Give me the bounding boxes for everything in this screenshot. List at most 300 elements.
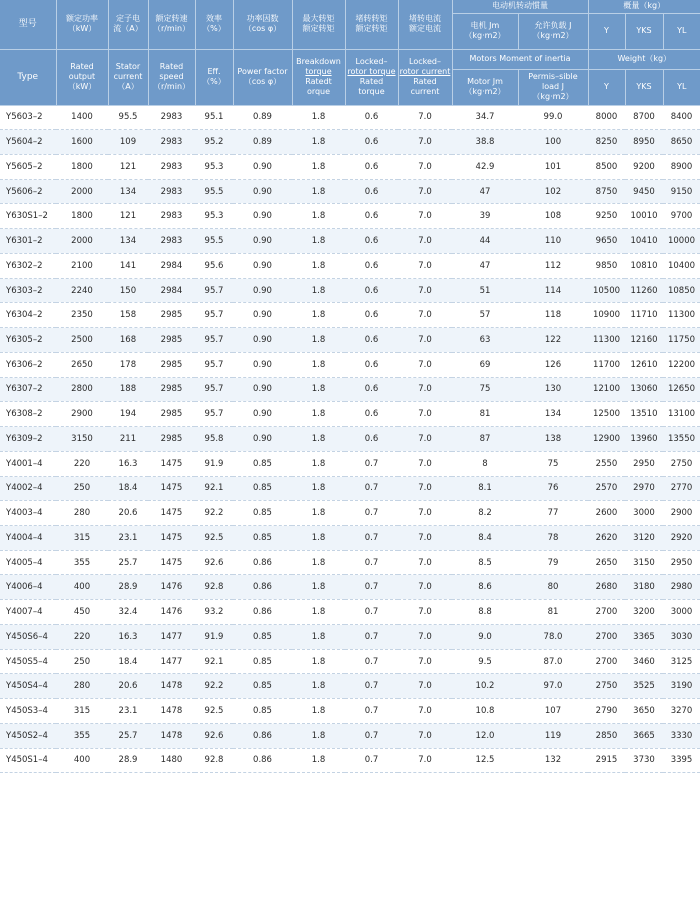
cell-weight-y: 2750: [588, 674, 625, 699]
cell-eff: 95.3: [195, 154, 233, 179]
cell-power-factor: 0.85: [233, 525, 292, 550]
breakdown-mid-label: torque: [305, 67, 332, 76]
header-yl-zh: YL: [663, 13, 700, 49]
cell-permissible-j: 78: [518, 525, 588, 550]
cell-eff: 95.7: [195, 402, 233, 427]
cell-power-factor: 0.90: [233, 278, 292, 303]
cell-permissible-j: 80: [518, 575, 588, 600]
cell-locked-torque: 0.7: [345, 501, 398, 526]
cell-stator-current: 158: [108, 303, 148, 328]
header-moment-group-en: Motors Moment of inertia: [452, 49, 588, 69]
cell-locked-torque: 0.6: [345, 328, 398, 353]
header-locked-current-en: [398, 49, 452, 105]
cell-rated-output: 2650: [56, 352, 108, 377]
cell-locked-torque: 0.6: [345, 130, 398, 155]
cell-rated-speed: 1480: [148, 748, 195, 773]
cell-power-factor: 0.86: [233, 550, 292, 575]
cell-eff: 92.8: [195, 748, 233, 773]
cell-breakdown: 1.8: [292, 179, 345, 204]
cell-breakdown: 1.8: [292, 550, 345, 575]
cell-weight-yl: 11300: [663, 303, 700, 328]
cell-stator-current: 18.4: [108, 649, 148, 674]
header-rated-output-en: Rated output （kW）: [56, 49, 108, 105]
cell-eff: 95.5: [195, 229, 233, 254]
cell-rated-speed: 1475: [148, 501, 195, 526]
cell-permissible-j: 100: [518, 130, 588, 155]
locked-torque-top-label: Locked–: [355, 57, 388, 66]
header-motor-jm-en: Motor Jm （kg·m2）: [452, 69, 518, 105]
cell-type: Y6303–2: [0, 278, 56, 303]
table-header: [0, 0, 700, 105]
cell-type: Y6302–2: [0, 253, 56, 278]
cell-power-factor: 0.90: [233, 402, 292, 427]
cell-stator-current: 18.4: [108, 476, 148, 501]
cell-rated-output: 2100: [56, 253, 108, 278]
cell-weight-y: 9850: [588, 253, 625, 278]
cell-power-factor: 0.86: [233, 748, 292, 773]
cell-eff: 92.5: [195, 699, 233, 724]
cell-rated-speed: 2983: [148, 154, 195, 179]
cell-weight-yks: 9200: [625, 154, 663, 179]
cell-weight-yl: 3030: [663, 624, 700, 649]
cell-stator-current: 32.4: [108, 600, 148, 625]
cell-weight-yl: 12650: [663, 377, 700, 402]
cell-breakdown: 1.8: [292, 501, 345, 526]
header-yl-en: YL: [663, 69, 700, 105]
cell-weight-yl: 8900: [663, 154, 700, 179]
cell-breakdown: 1.8: [292, 229, 345, 254]
cell-weight-y: 8500: [588, 154, 625, 179]
cell-weight-y: 12100: [588, 377, 625, 402]
cell-permissible-j: 122: [518, 328, 588, 353]
cell-motor-jm: 9.0: [452, 624, 518, 649]
cell-locked-torque: 0.7: [345, 550, 398, 575]
cell-power-factor: 0.85: [233, 624, 292, 649]
cell-weight-yl: 2770: [663, 476, 700, 501]
table-row: [0, 624, 700, 649]
table-row: [0, 154, 700, 179]
cell-weight-yks: 3000: [625, 501, 663, 526]
cell-rated-output: 250: [56, 649, 108, 674]
cell-permissible-j: 81: [518, 600, 588, 625]
cell-weight-y: 2915: [588, 748, 625, 773]
cell-type: Y630S1–2: [0, 204, 56, 229]
cell-motor-jm: 87: [452, 427, 518, 452]
cell-stator-current: 141: [108, 253, 148, 278]
cell-rated-speed: 2985: [148, 328, 195, 353]
cell-weight-y: 2600: [588, 501, 625, 526]
cell-permissible-j: 77: [518, 501, 588, 526]
cell-rated-output: 315: [56, 699, 108, 724]
table-body: [0, 105, 700, 773]
cell-rated-output: 280: [56, 674, 108, 699]
cell-weight-yks: 3650: [625, 699, 663, 724]
header-eff-en: Eff. （%）: [195, 49, 233, 105]
cell-weight-yks: 8950: [625, 130, 663, 155]
cell-permissible-j: 107: [518, 699, 588, 724]
cell-stator-current: 28.9: [108, 748, 148, 773]
cell-rated-output: 1400: [56, 105, 108, 130]
cell-locked-current: 7.0: [398, 674, 452, 699]
cell-stator-current: 150: [108, 278, 148, 303]
cell-breakdown: 1.8: [292, 699, 345, 724]
cell-motor-jm: 75: [452, 377, 518, 402]
cell-weight-yl: 2900: [663, 501, 700, 526]
cell-power-factor: 0.86: [233, 600, 292, 625]
header-eff-zh: 效率 （%）: [195, 0, 233, 49]
cell-weight-yks: 13960: [625, 427, 663, 452]
cell-weight-yks: 2970: [625, 476, 663, 501]
cell-weight-yl: 11750: [663, 328, 700, 353]
cell-permissible-j: 101: [518, 154, 588, 179]
cell-permissible-j: 134: [518, 402, 588, 427]
cell-rated-speed: 2985: [148, 402, 195, 427]
header-type-en: Type: [0, 49, 56, 105]
header-type-zh: 型号: [0, 0, 56, 49]
cell-permissible-j: 132: [518, 748, 588, 773]
table-row: [0, 402, 700, 427]
cell-locked-current: 7.0: [398, 723, 452, 748]
cell-motor-jm: 34.7: [452, 105, 518, 130]
cell-weight-yks: 3730: [625, 748, 663, 773]
cell-weight-yks: 13060: [625, 377, 663, 402]
header-power-factor-en: Power factor （cos φ）: [233, 49, 292, 105]
cell-rated-speed: 2985: [148, 377, 195, 402]
cell-locked-torque: 0.6: [345, 253, 398, 278]
table-row: [0, 525, 700, 550]
cell-weight-yks: 2950: [625, 451, 663, 476]
cell-eff: 92.1: [195, 649, 233, 674]
cell-motor-jm: 39: [452, 204, 518, 229]
cell-rated-speed: 1477: [148, 649, 195, 674]
cell-type: Y6306–2: [0, 352, 56, 377]
cell-eff: 95.7: [195, 352, 233, 377]
cell-stator-current: 168: [108, 328, 148, 353]
cell-locked-current: 7.0: [398, 105, 452, 130]
cell-breakdown: 1.8: [292, 600, 345, 625]
cell-power-factor: 0.86: [233, 575, 292, 600]
cell-rated-speed: 1475: [148, 476, 195, 501]
cell-weight-y: 2850: [588, 723, 625, 748]
table-row: [0, 105, 700, 130]
locked-current-bottom-label: Rated current: [410, 77, 440, 96]
cell-type: Y450S2–4: [0, 723, 56, 748]
cell-power-factor: 0.89: [233, 105, 292, 130]
cell-locked-current: 7.0: [398, 748, 452, 773]
cell-breakdown: 1.8: [292, 427, 345, 452]
table-row: [0, 377, 700, 402]
cell-stator-current: 121: [108, 204, 148, 229]
cell-rated-speed: 2983: [148, 130, 195, 155]
header-yks-zh: YKS: [625, 13, 663, 49]
cell-permissible-j: 114: [518, 278, 588, 303]
header-y-zh: Y: [588, 13, 625, 49]
cell-motor-jm: 8.8: [452, 600, 518, 625]
cell-weight-yl: 3190: [663, 674, 700, 699]
cell-power-factor: 0.85: [233, 674, 292, 699]
cell-rated-speed: 2983: [148, 229, 195, 254]
cell-stator-current: 16.3: [108, 451, 148, 476]
cell-locked-torque: 0.6: [345, 154, 398, 179]
cell-locked-current: 7.0: [398, 154, 452, 179]
cell-motor-jm: 10.2: [452, 674, 518, 699]
cell-weight-y: 10500: [588, 278, 625, 303]
cell-eff: 92.5: [195, 525, 233, 550]
cell-rated-speed: 1476: [148, 600, 195, 625]
cell-stator-current: 28.9: [108, 575, 148, 600]
cell-weight-yl: 13100: [663, 402, 700, 427]
cell-motor-jm: 47: [452, 253, 518, 278]
cell-eff: 95.1: [195, 105, 233, 130]
cell-rated-output: 400: [56, 575, 108, 600]
cell-stator-current: 134: [108, 229, 148, 254]
cell-permissible-j: 138: [518, 427, 588, 452]
cell-weight-yl: 13550: [663, 427, 700, 452]
cell-stator-current: 211: [108, 427, 148, 452]
cell-permissible-j: 97.0: [518, 674, 588, 699]
cell-stator-current: 20.6: [108, 674, 148, 699]
cell-motor-jm: 47: [452, 179, 518, 204]
cell-stator-current: 134: [108, 179, 148, 204]
cell-weight-yl: 3330: [663, 723, 700, 748]
cell-weight-yl: 2920: [663, 525, 700, 550]
cell-weight-yks: 12160: [625, 328, 663, 353]
header-moment-group-zh: 电动机转动惯量: [452, 0, 588, 13]
cell-breakdown: 1.8: [292, 377, 345, 402]
cell-rated-speed: 2985: [148, 303, 195, 328]
cell-power-factor: 0.90: [233, 229, 292, 254]
cell-eff: 95.8: [195, 427, 233, 452]
cell-motor-jm: 44: [452, 229, 518, 254]
cell-power-factor: 0.90: [233, 204, 292, 229]
cell-stator-current: 178: [108, 352, 148, 377]
cell-motor-jm: 38.8: [452, 130, 518, 155]
cell-stator-current: 95.5: [108, 105, 148, 130]
cell-weight-y: 2700: [588, 649, 625, 674]
cell-locked-torque: 0.7: [345, 575, 398, 600]
cell-locked-torque: 0.7: [345, 624, 398, 649]
header-stator-current-en: Stator current （A）: [108, 49, 148, 105]
cell-type: Y5603–2: [0, 105, 56, 130]
cell-locked-torque: 0.6: [345, 229, 398, 254]
cell-breakdown: 1.8: [292, 154, 345, 179]
header-weight-group-zh: 概量（kg）: [588, 0, 700, 13]
cell-locked-torque: 0.7: [345, 600, 398, 625]
cell-eff: 95.2: [195, 130, 233, 155]
cell-breakdown: 1.8: [292, 352, 345, 377]
cell-motor-jm: 12.5: [452, 748, 518, 773]
cell-locked-torque: 0.7: [345, 476, 398, 501]
cell-rated-output: 450: [56, 600, 108, 625]
header-rated-speed-en: Rated speed （r/min）: [148, 49, 195, 105]
cell-weight-yl: 3125: [663, 649, 700, 674]
cell-rated-output: 2350: [56, 303, 108, 328]
cell-locked-current: 7.0: [398, 303, 452, 328]
cell-eff: 95.7: [195, 303, 233, 328]
cell-weight-y: 11700: [588, 352, 625, 377]
cell-rated-output: 1800: [56, 204, 108, 229]
table-row: [0, 723, 700, 748]
cell-weight-y: 2570: [588, 476, 625, 501]
table-row: [0, 674, 700, 699]
cell-weight-yks: 11260: [625, 278, 663, 303]
cell-type: Y4002–4: [0, 476, 56, 501]
table-row: [0, 451, 700, 476]
cell-rated-speed: 2985: [148, 427, 195, 452]
cell-type: Y450S5–4: [0, 649, 56, 674]
header-locked-current-zh: 堵转电流 额定电流: [398, 0, 452, 49]
cell-breakdown: 1.8: [292, 748, 345, 773]
cell-locked-current: 7.0: [398, 130, 452, 155]
cell-locked-current: 7.0: [398, 575, 452, 600]
table-row: [0, 278, 700, 303]
cell-rated-output: 2800: [56, 377, 108, 402]
cell-type: Y4004–4: [0, 525, 56, 550]
cell-locked-torque: 0.6: [345, 278, 398, 303]
header-breakdown-zh: 最大转矩 额定转矩: [292, 0, 345, 49]
cell-eff: 95.5: [195, 179, 233, 204]
cell-breakdown: 1.8: [292, 204, 345, 229]
cell-breakdown: 1.8: [292, 575, 345, 600]
cell-type: Y450S1–4: [0, 748, 56, 773]
cell-eff: 92.2: [195, 501, 233, 526]
cell-rated-speed: 2983: [148, 204, 195, 229]
cell-eff: 92.8: [195, 575, 233, 600]
cell-stator-current: 121: [108, 154, 148, 179]
cell-rated-speed: 1478: [148, 723, 195, 748]
cell-motor-jm: 12.0: [452, 723, 518, 748]
cell-motor-jm: 8.6: [452, 575, 518, 600]
cell-weight-y: 10900: [588, 303, 625, 328]
cell-weight-y: 8000: [588, 105, 625, 130]
cell-motor-jm: 8.1: [452, 476, 518, 501]
cell-weight-y: 9250: [588, 204, 625, 229]
breakdown-bottom-label: Ratedt orque: [305, 77, 332, 96]
cell-weight-y: 12500: [588, 402, 625, 427]
cell-stator-current: 23.1: [108, 525, 148, 550]
cell-weight-yks: 11710: [625, 303, 663, 328]
cell-locked-current: 7.0: [398, 328, 452, 353]
cell-weight-yks: 3120: [625, 525, 663, 550]
cell-weight-yl: 3395: [663, 748, 700, 773]
cell-rated-speed: 1478: [148, 699, 195, 724]
cell-weight-yl: 10850: [663, 278, 700, 303]
cell-power-factor: 0.85: [233, 501, 292, 526]
cell-weight-yks: 3200: [625, 600, 663, 625]
cell-eff: 95.7: [195, 278, 233, 303]
cell-rated-speed: 1477: [148, 624, 195, 649]
cell-rated-output: 220: [56, 451, 108, 476]
cell-motor-jm: 63: [452, 328, 518, 353]
cell-power-factor: 0.85: [233, 649, 292, 674]
cell-permissible-j: 108: [518, 204, 588, 229]
cell-locked-current: 7.0: [398, 525, 452, 550]
cell-locked-current: 7.0: [398, 352, 452, 377]
header-y-en: Y: [588, 69, 625, 105]
cell-weight-yks: 13510: [625, 402, 663, 427]
table-row: [0, 550, 700, 575]
cell-breakdown: 1.8: [292, 253, 345, 278]
cell-stator-current: 16.3: [108, 624, 148, 649]
cell-type: Y4006–4: [0, 575, 56, 600]
table-row: [0, 501, 700, 526]
cell-type: Y450S4–4: [0, 674, 56, 699]
cell-stator-current: 25.7: [108, 550, 148, 575]
cell-breakdown: 1.8: [292, 278, 345, 303]
cell-breakdown: 1.8: [292, 328, 345, 353]
table-row: [0, 179, 700, 204]
cell-motor-jm: 57: [452, 303, 518, 328]
header-motor-jm-zh: 电机 Jm （kg·m2）: [452, 13, 518, 49]
cell-weight-y: 2790: [588, 699, 625, 724]
cell-locked-torque: 0.6: [345, 204, 398, 229]
cell-locked-current: 7.0: [398, 550, 452, 575]
header-locked-torque-zh: 堵转转矩 额定转矩: [345, 0, 398, 49]
cell-rated-output: 280: [56, 501, 108, 526]
cell-rated-speed: 2983: [148, 179, 195, 204]
cell-locked-torque: 0.7: [345, 748, 398, 773]
cell-locked-current: 7.0: [398, 402, 452, 427]
cell-weight-yl: 3000: [663, 600, 700, 625]
cell-eff: 92.6: [195, 723, 233, 748]
cell-power-factor: 0.90: [233, 377, 292, 402]
cell-power-factor: 0.89: [233, 130, 292, 155]
cell-weight-y: 9650: [588, 229, 625, 254]
cell-locked-torque: 0.7: [345, 451, 398, 476]
cell-locked-current: 7.0: [398, 624, 452, 649]
cell-stator-current: 25.7: [108, 723, 148, 748]
table-row: [0, 352, 700, 377]
cell-rated-output: 3150: [56, 427, 108, 452]
cell-type: Y4007–4: [0, 600, 56, 625]
cell-locked-current: 7.0: [398, 427, 452, 452]
cell-stator-current: 194: [108, 402, 148, 427]
cell-locked-current: 7.0: [398, 253, 452, 278]
table-row: [0, 575, 700, 600]
cell-weight-y: 12900: [588, 427, 625, 452]
header-locked-torque-en: [345, 49, 398, 105]
cell-rated-output: 1800: [56, 154, 108, 179]
cell-eff: 92.1: [195, 476, 233, 501]
locked-current-mid-label: rotor current: [399, 67, 451, 76]
cell-eff: 93.2: [195, 600, 233, 625]
table-row: [0, 130, 700, 155]
cell-rated-speed: 1475: [148, 451, 195, 476]
header-permissible-j-en: Permis–sible load J （kg·m2）: [518, 69, 588, 105]
header-rated-output-zh: 额定功率 （kW）: [56, 0, 108, 49]
cell-weight-y: 2700: [588, 600, 625, 625]
cell-locked-torque: 0.6: [345, 427, 398, 452]
cell-stator-current: 188: [108, 377, 148, 402]
cell-locked-torque: 0.7: [345, 723, 398, 748]
cell-eff: 91.9: [195, 624, 233, 649]
cell-breakdown: 1.8: [292, 402, 345, 427]
cell-power-factor: 0.90: [233, 303, 292, 328]
cell-eff: 95.3: [195, 204, 233, 229]
cell-weight-yks: 8700: [625, 105, 663, 130]
cell-weight-yl: 8650: [663, 130, 700, 155]
cell-motor-jm: 42.9: [452, 154, 518, 179]
cell-type: Y4005–4: [0, 550, 56, 575]
cell-breakdown: 1.8: [292, 105, 345, 130]
header-weight-group-en: Weight（kg）: [588, 49, 700, 69]
cell-permissible-j: 126: [518, 352, 588, 377]
cell-locked-torque: 0.6: [345, 352, 398, 377]
cell-eff: 92.2: [195, 674, 233, 699]
cell-eff: 91.9: [195, 451, 233, 476]
cell-breakdown: 1.8: [292, 451, 345, 476]
cell-breakdown: 1.8: [292, 674, 345, 699]
